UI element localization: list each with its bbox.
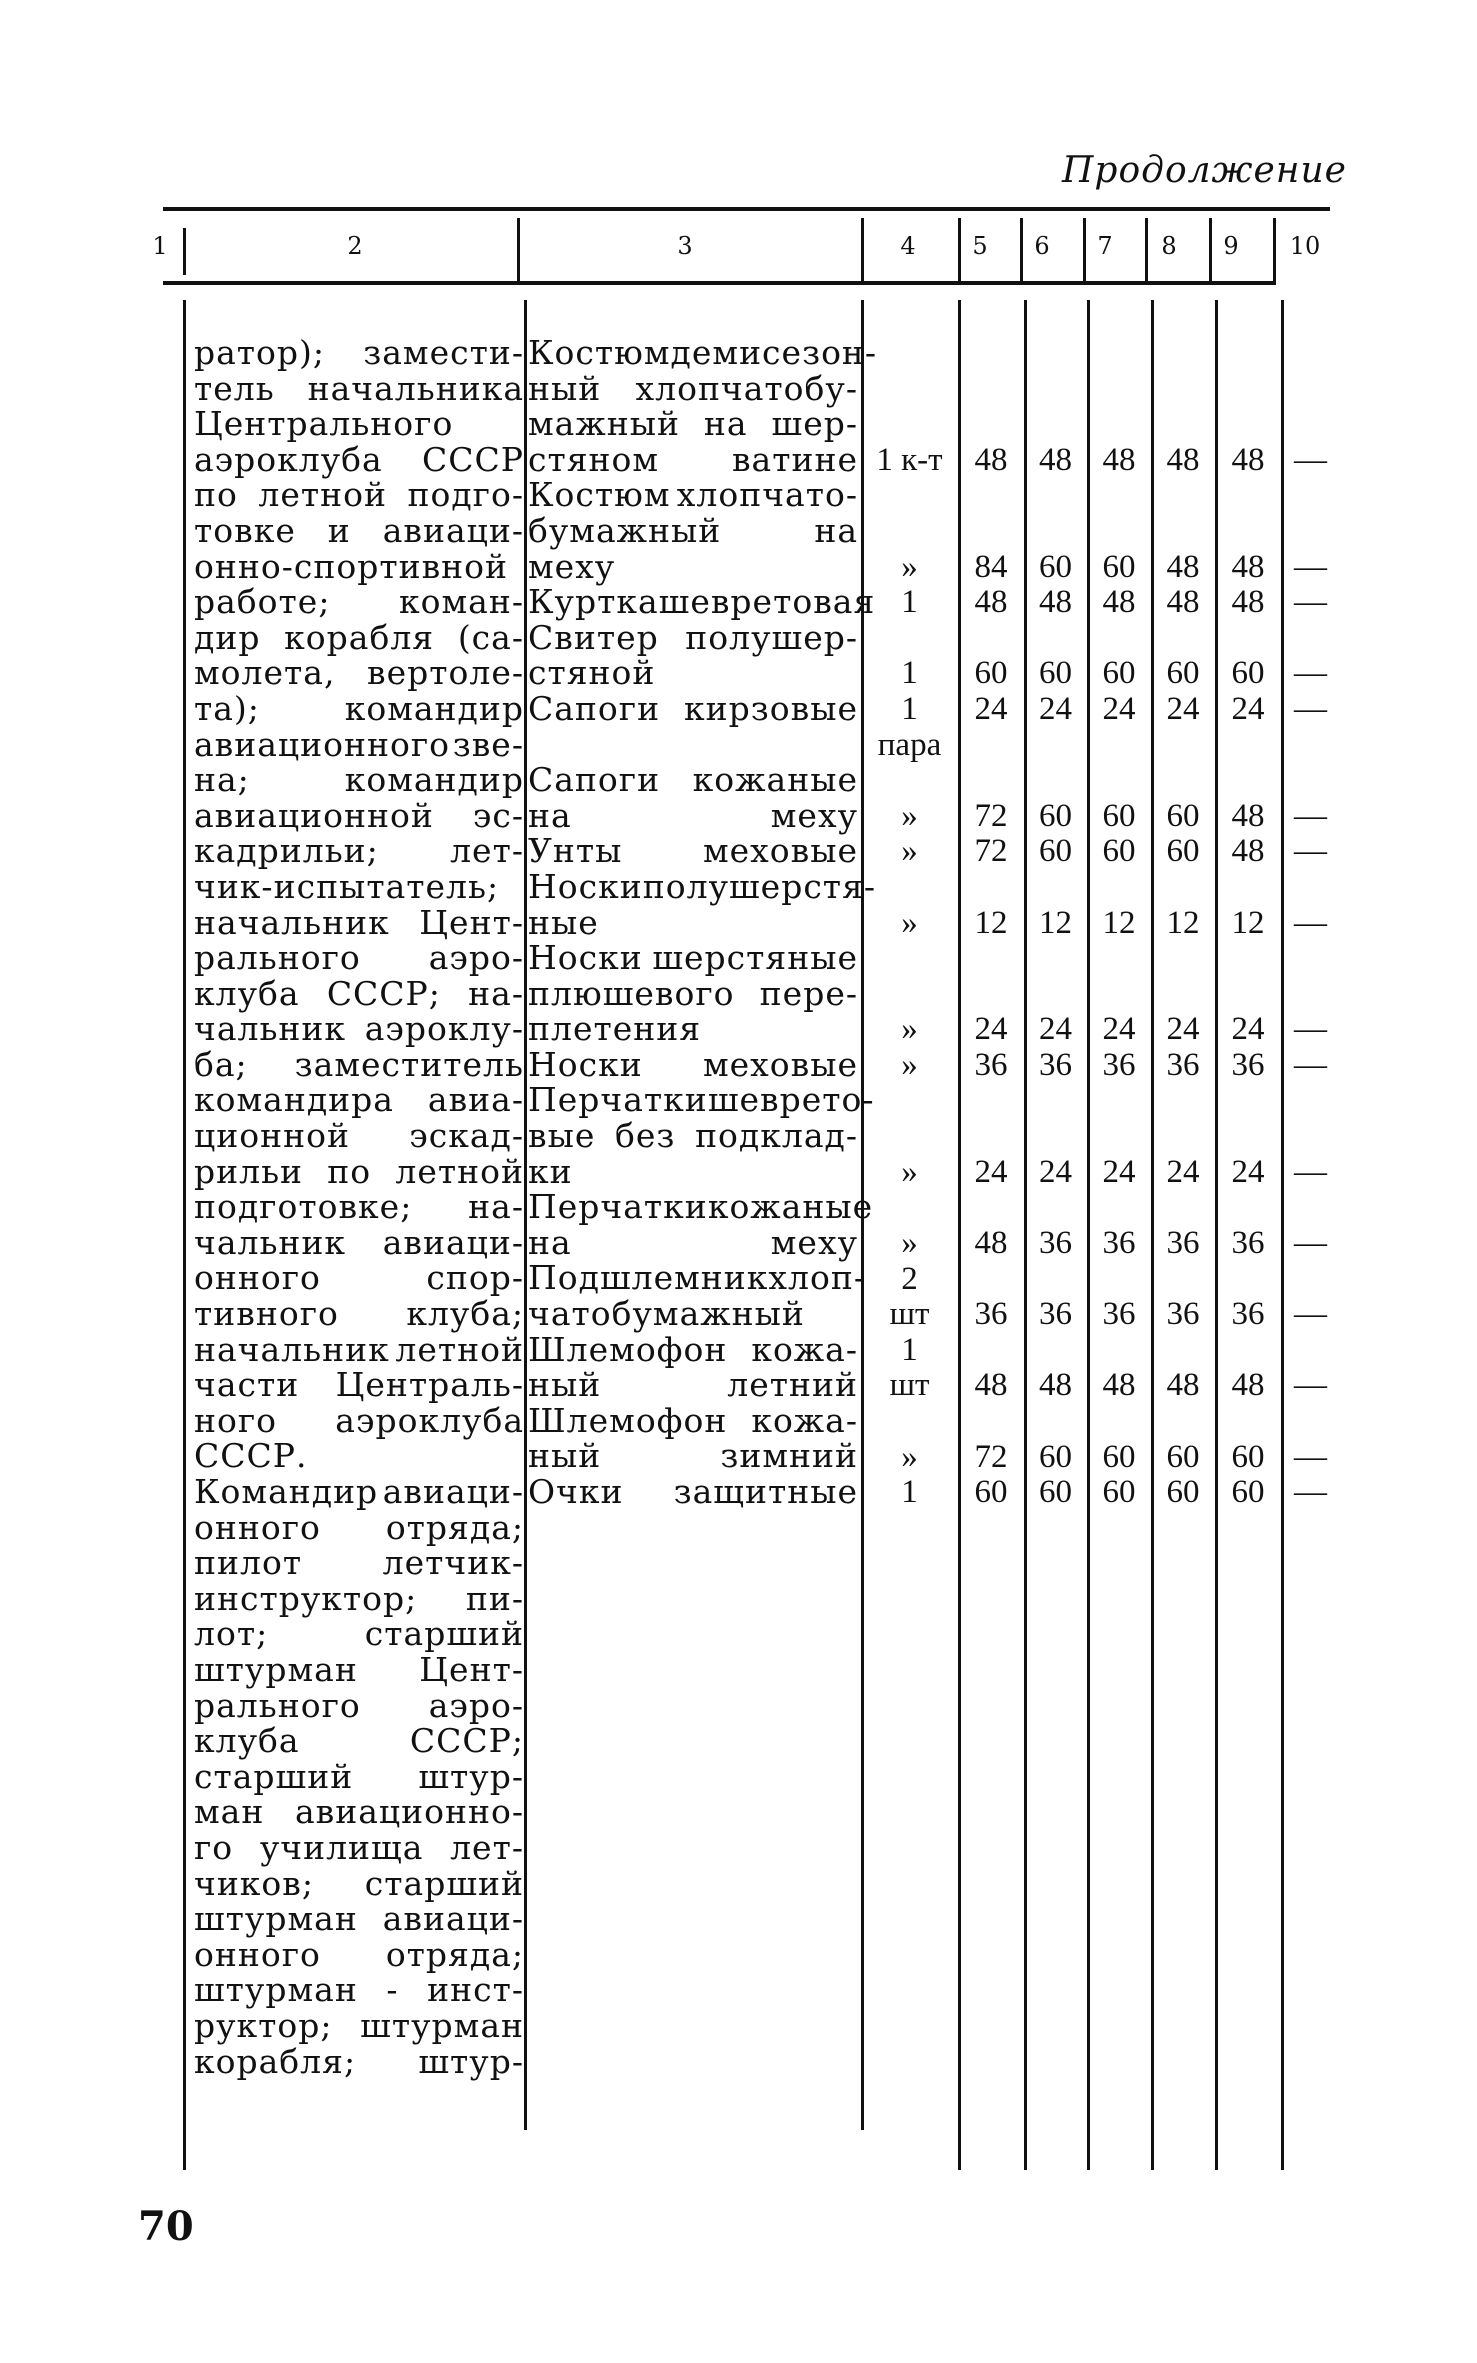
position-title-line: части Централь- [194, 1365, 524, 1405]
item-line: Носки меховые [528, 1044, 858, 1084]
item-line: Куртка шевретовая [528, 582, 876, 622]
term-cell: 60 [1039, 1474, 1072, 1511]
term-cell: 48 [1039, 584, 1072, 621]
position-title-line: ного аэроклуба [194, 1400, 524, 1440]
term-cell: 60 [1102, 655, 1136, 692]
unit-cell: » [901, 1047, 918, 1083]
item-line: Перчатки шеврето- [528, 1080, 875, 1120]
item-line: ки [528, 1151, 573, 1191]
term-cell: 48 [974, 1367, 1008, 1404]
term-cell: 36 [1166, 1296, 1200, 1333]
term-cell: 12 [1102, 904, 1136, 941]
item-line: Носки полушерстя- [528, 866, 877, 906]
term-cell: 36 [1102, 1296, 1136, 1333]
term-cell: 60 [1039, 548, 1072, 585]
item-line: на меху [528, 795, 858, 835]
term-cell: 60 [1166, 797, 1200, 834]
column-number: 5 [972, 232, 988, 260]
table-vertical-rule [183, 228, 186, 275]
term-cell: 24 [1231, 1011, 1265, 1048]
term-cell: 60 [1231, 655, 1265, 692]
column-number: 3 [677, 232, 693, 260]
term-cell: 60 [1039, 655, 1072, 692]
position-title-line: онного отряда; [194, 1934, 524, 1974]
position-title-line: клуба СССР; [194, 1721, 524, 1761]
term-cell: 48 [1231, 584, 1265, 621]
term-cell: 60 [1231, 1474, 1265, 1511]
term-cell: 24 [1102, 1153, 1136, 1190]
unit-cell: 1 [901, 1474, 918, 1511]
column-number: 9 [1223, 232, 1239, 260]
position-title-line: чальник аэроклу- [194, 1009, 524, 1049]
term-cell: 24 [1166, 1011, 1200, 1048]
position-title-line: ба; заместитель [194, 1044, 524, 1084]
position-title-line: рального аэро- [194, 938, 524, 978]
item-line: Шлемофон кожа- [528, 1400, 858, 1440]
unit-cell: » [901, 904, 918, 941]
term-cell: 48 [974, 584, 1008, 621]
term-cell: 48 [1166, 441, 1200, 478]
term-cell: 24 [1039, 691, 1072, 727]
term-cell: 48 [1231, 548, 1265, 585]
item-line: стяной [528, 653, 656, 693]
table-vertical-rule [183, 300, 186, 2170]
term-cell: 36 [974, 1296, 1008, 1333]
table-vertical-rule [1145, 218, 1148, 282]
term-cell: 48 [1231, 833, 1265, 870]
dash-cell: — [1294, 548, 1327, 585]
term-cell: 48 [1166, 1367, 1200, 1404]
item-line [528, 727, 858, 763]
position-title-line: начальник Цент- [194, 902, 524, 942]
position-title-line: аэроклуба СССР [194, 439, 524, 479]
term-cell: 60 [1039, 797, 1072, 834]
dash-cell: — [1294, 1047, 1327, 1083]
dash-cell: — [1294, 1011, 1327, 1048]
table-vertical-rule [524, 300, 527, 2130]
position-title-line: кадрильи; лет- [194, 831, 524, 871]
term-cell: 48 [974, 1225, 1008, 1261]
item-line: плюшевого пере- [528, 973, 858, 1013]
table-vertical-rule [958, 218, 961, 282]
item-line: чатобумажный [528, 1294, 805, 1334]
position-titles-column [194, 335, 524, 2079]
column-number: 8 [1161, 232, 1177, 260]
term-cell: 60 [1231, 1438, 1265, 1475]
page-number: 70 [138, 2203, 194, 2250]
position-title-line: лот; старший [194, 1614, 524, 1654]
unit-cell: 1 [901, 655, 918, 692]
term-cell: 48 [974, 441, 1008, 478]
position-title-line: чальник авиаци- [194, 1222, 524, 1262]
position-title-line: начальник летной [194, 1329, 524, 1369]
term-cell: 60 [1102, 1438, 1136, 1475]
position-title-line: рильи по летной [194, 1151, 524, 1191]
position-title-line: корабля; штур- [194, 2041, 524, 2081]
term-cell: 48 [1231, 797, 1265, 834]
position-title-line: ратор); замести- [194, 333, 524, 372]
unit-cell: 2 [901, 1260, 918, 1297]
term-cell: 24 [974, 1153, 1008, 1190]
item-line: Шлемофон кожа- [528, 1329, 858, 1369]
term-cell: 60 [1039, 1438, 1072, 1475]
table-vertical-rule [1083, 218, 1086, 282]
term-cell: 48 [1231, 441, 1265, 478]
term-cell: 24 [1102, 691, 1136, 727]
position-title-line: онно-спортивной [194, 546, 509, 586]
item-line: Сапоги кожаные [528, 760, 858, 800]
unit-cell: 1 [901, 1331, 918, 1368]
position-title-line: старший штур- [194, 1756, 524, 1796]
dash-cell: — [1294, 904, 1327, 941]
position-title-line: ман авиационно- [194, 1792, 524, 1832]
position-title-line: товке и авиаци- [194, 510, 524, 550]
position-title-line: онного спор- [194, 1258, 524, 1298]
column-number: 4 [900, 232, 916, 260]
column-number: 10 [1289, 232, 1321, 260]
unit-cell: пара [877, 726, 942, 763]
position-title-line: Командир авиаци- [194, 1472, 524, 1511]
item-line: Носки шерстяные [528, 938, 858, 978]
term-cell: 48 [1231, 1367, 1265, 1404]
position-title-line: го училища лет- [194, 1827, 524, 1867]
dash-cell: — [1294, 1225, 1327, 1261]
position-title-line: чиков; старший [194, 1863, 524, 1903]
unit-cell: » [901, 797, 918, 834]
item-line: плетения [528, 1009, 702, 1049]
position-title-line: клуба СССР; на- [194, 973, 524, 1013]
dash-cell: — [1294, 1474, 1327, 1511]
term-cell: 24 [974, 691, 1008, 727]
item-line: Перчатки кожаные [528, 1187, 874, 1227]
position-title-line: ционной эскад- [194, 1116, 524, 1156]
term-cell: 60 [974, 1474, 1008, 1511]
unit-cell: » [901, 1225, 918, 1261]
term-cell: 12 [974, 904, 1008, 941]
term-cell: 24 [1102, 1011, 1136, 1048]
term-cell: 72 [974, 797, 1008, 834]
position-title-line: работе; коман- [194, 582, 524, 622]
term-cell: 60 [1166, 833, 1200, 870]
position-title-line: молета, вертоле- [194, 653, 524, 693]
term-cell: 48 [1102, 1367, 1136, 1404]
position-title-line: инструктор; пи- [194, 1578, 524, 1618]
term-cell: 60 [1166, 655, 1200, 692]
position-title-line: тивного клуба; [194, 1294, 524, 1334]
dash-cell: — [1294, 441, 1327, 478]
unit-cell: шт [889, 1367, 930, 1404]
dash-cell: — [1294, 584, 1327, 621]
term-cell: 36 [1039, 1047, 1072, 1083]
item-line: Костюм хлопчато- [528, 475, 858, 515]
table-top-rule [163, 207, 1330, 211]
term-cell: 72 [974, 1438, 1008, 1475]
term-cell: 48 [1102, 584, 1136, 621]
term-cell: 48 [1166, 584, 1200, 621]
item-line: Костюм демисезон- [528, 333, 878, 372]
table-vertical-rule [1209, 218, 1212, 282]
term-cell: 36 [1231, 1296, 1265, 1333]
term-cell: 60 [1102, 548, 1136, 585]
term-cell: 84 [974, 548, 1008, 585]
item-line: мажный на шер- [528, 404, 858, 444]
item-line: ный летний [528, 1365, 858, 1405]
item-line: бумажный на [528, 510, 858, 550]
term-cell: 12 [1231, 904, 1265, 941]
term-cell: 36 [1231, 1047, 1265, 1083]
term-cell: 48 [1166, 548, 1200, 585]
dash-cell: — [1294, 833, 1327, 870]
term-cell: 24 [974, 1011, 1008, 1048]
table-vertical-rule [517, 218, 520, 282]
table-header-rule [163, 281, 1276, 285]
term-cell: 36 [1166, 1225, 1200, 1261]
term-cell: 24 [1231, 1153, 1265, 1190]
position-title-line: та); командир [194, 688, 524, 728]
term-cell: 12 [1166, 904, 1200, 941]
dash-cell: — [1294, 1367, 1327, 1404]
item-line: меху [528, 546, 616, 586]
term-cell: 60 [1102, 797, 1136, 834]
position-title-line: руктор; штурман [194, 2005, 524, 2045]
unit-cell: » [901, 833, 918, 870]
position-title-line: по летной подго- [194, 475, 524, 515]
term-cell: 60 [1102, 833, 1136, 870]
term-cell: 60 [1166, 1474, 1200, 1511]
position-title-line: СССР. [194, 1436, 308, 1476]
dash-cell: — [1294, 1438, 1327, 1475]
unit-cell: » [901, 1438, 918, 1475]
position-title-line: командира авиа- [194, 1080, 524, 1120]
term-cell: 24 [1039, 1011, 1072, 1048]
position-title-line: чик-испытатель; [194, 866, 500, 906]
column-number: 2 [347, 232, 363, 260]
items-column [528, 333, 878, 1511]
unit-cell: шт [889, 1296, 930, 1333]
term-cell: 24 [1231, 691, 1265, 727]
term-cell: 24 [1039, 1153, 1072, 1190]
position-title-line: штурман авиаци- [194, 1899, 524, 1939]
term-cell: 36 [1039, 1296, 1072, 1333]
term-cell: 48 [1102, 441, 1136, 478]
item-line: стяном ватине [528, 439, 858, 479]
column-number: 1 [152, 232, 168, 260]
table-vertical-rule [1273, 218, 1276, 282]
term-cell: 60 [1039, 833, 1072, 870]
continuation-label: Продолжение [1062, 150, 1347, 191]
item-line: на меху [528, 1222, 858, 1262]
unit-cell: » [901, 1153, 918, 1190]
item-line: ный зимний [528, 1436, 858, 1476]
term-cell: 48 [1039, 441, 1072, 478]
item-line: вые без подклад- [528, 1116, 858, 1156]
position-title-line: дир корабля (са- [194, 617, 524, 657]
item-line: Сапоги кирзовые [528, 688, 858, 728]
position-title-line: подготовке; на- [194, 1187, 524, 1227]
term-cell: 12 [1039, 904, 1072, 941]
item-line: ный хлопчатобу- [528, 368, 858, 408]
term-cell: 36 [1102, 1225, 1136, 1261]
position-title-line: рального аэро- [194, 1685, 524, 1725]
position-title-line: тель начальника [194, 368, 524, 408]
dash-cell: — [1294, 1153, 1327, 1190]
unit-cell: 1 [901, 584, 918, 621]
term-cell: 36 [1039, 1225, 1072, 1261]
term-cell: 36 [1231, 1225, 1265, 1261]
term-cell: 48 [1039, 1367, 1072, 1404]
term-cell: 60 [1102, 1474, 1136, 1511]
term-cell: 60 [974, 655, 1008, 692]
position-title-line: штурман - инст- [194, 1970, 524, 2010]
column-number: 7 [1097, 232, 1113, 260]
unit-cell: » [901, 548, 918, 585]
position-title-line: Центрального [194, 404, 454, 444]
term-cell: 36 [1102, 1047, 1136, 1083]
dash-cell: — [1294, 655, 1327, 692]
table-vertical-rule [1020, 218, 1023, 282]
position-title-line: пилот летчик- [194, 1543, 524, 1583]
dash-cell: — [1294, 1296, 1327, 1333]
dash-cell: — [1294, 797, 1327, 834]
term-cell: 72 [974, 833, 1008, 870]
position-title-line: на; командир [194, 760, 524, 800]
item-line: Свитер полушер- [528, 617, 858, 657]
item-line: Подшлемник хлоп- [528, 1258, 867, 1298]
position-title-line: штурман Цент- [194, 1649, 524, 1689]
unit-cell: 1 [901, 691, 918, 727]
column-number: 6 [1034, 232, 1050, 260]
item-line: Очки защитные [528, 1472, 858, 1511]
unit-cell: 1 к-т [876, 441, 943, 478]
term-cell: 36 [1166, 1047, 1200, 1083]
position-title-line: онного отряда; [194, 1507, 524, 1547]
term-cell: 24 [1166, 691, 1200, 727]
table-vertical-rule [861, 218, 864, 282]
dash-cell: — [1294, 691, 1327, 727]
term-cell: 60 [1166, 1438, 1200, 1475]
position-title-line: авиационной эс- [194, 795, 524, 835]
term-cell: 36 [974, 1047, 1008, 1083]
position-title-line: авиационного зве- [194, 724, 524, 764]
term-cell: 24 [1166, 1153, 1200, 1190]
unit-cell: » [901, 1011, 918, 1048]
item-line: Унты меховые [528, 831, 858, 871]
item-line: ные [528, 902, 599, 942]
